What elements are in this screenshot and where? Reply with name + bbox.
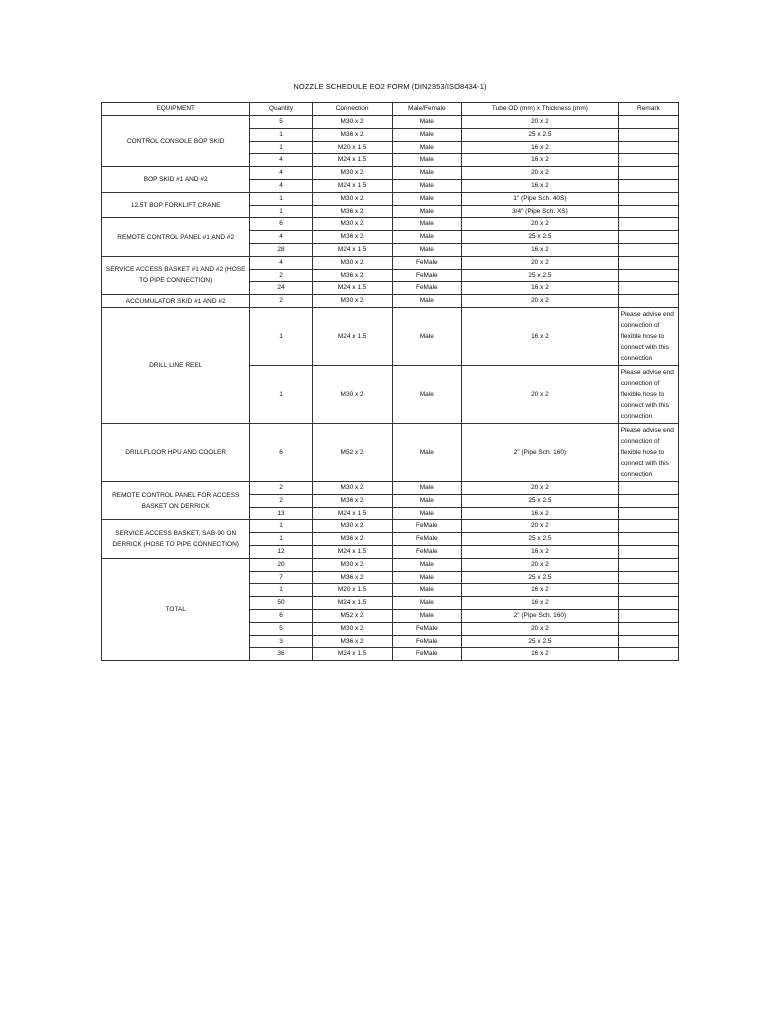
connection-cell: M24 x 1.5 — [312, 307, 392, 365]
remark-cell — [618, 507, 678, 520]
connection-cell: M24 x 1.5 — [312, 597, 392, 610]
male-female-cell: Male — [392, 507, 462, 520]
table-row — [102, 295, 679, 308]
tube-od-cell: 16 x 2 — [462, 282, 619, 295]
connection-cell: M24 x 1.5 — [312, 154, 392, 167]
quantity-cell: 4 — [250, 231, 312, 244]
table-row — [102, 256, 679, 269]
header-equipment: EQUIPMENT — [102, 103, 250, 116]
tube-od-cell: 25 x 2.5 — [462, 269, 619, 282]
quantity-cell: 1 — [250, 365, 312, 423]
connection-cell: M24 x 1.5 — [312, 545, 392, 558]
tube-od-cell: 25 x 2.5 — [462, 533, 619, 546]
tube-od-cell: 16 x 2 — [462, 597, 619, 610]
equipment-cell: REMOTE CONTROL PANEL #1 AND #2 — [102, 218, 250, 256]
male-female-cell: FeMale — [392, 635, 462, 648]
connection-cell: M30 x 2 — [312, 365, 392, 423]
male-female-cell: Male — [392, 481, 462, 494]
nozzle-schedule-table — [101, 102, 679, 661]
table-row — [102, 307, 679, 365]
connection-cell: M30 x 2 — [312, 520, 392, 533]
connection-cell: M36 x 2 — [312, 571, 392, 584]
quantity-cell: 2 — [250, 269, 312, 282]
male-female-cell: FeMale — [392, 282, 462, 295]
remark-cell — [618, 128, 678, 141]
male-female-cell: Male — [392, 597, 462, 610]
remark-cell — [618, 218, 678, 231]
header-connection: Connection — [312, 103, 392, 116]
quantity-cell: 20 — [250, 558, 312, 571]
equipment-cell: REMOTE CONTROL PANEL FOR ACCESS BASKET ON DERRICK — [102, 481, 250, 519]
remark-cell — [618, 648, 678, 661]
male-female-cell: Male — [392, 128, 462, 141]
quantity-cell: 13 — [250, 507, 312, 520]
remark-cell — [618, 154, 678, 167]
connection-cell: M30 x 2 — [312, 256, 392, 269]
equipment-cell: SERVICE ACCESS BASKET, SAB-90 ON DERRICK (HOSE TO PIPE CONNECTION) — [102, 520, 250, 558]
male-female-cell: Male — [392, 205, 462, 218]
equipment-cell: CONTROL CONSOLE BOP SKID — [102, 116, 250, 167]
connection-cell: M24 x 1.5 — [312, 648, 392, 661]
connection-cell: M20 x 1.5 — [312, 584, 392, 597]
male-female-cell: Male — [392, 154, 462, 167]
quantity-cell: 2 — [250, 481, 312, 494]
quantity-cell: 5 — [250, 622, 312, 635]
tube-od-cell: 20 x 2 — [462, 481, 619, 494]
connection-cell: M30 x 2 — [312, 192, 392, 205]
quantity-cell: 1 — [250, 584, 312, 597]
quantity-cell: 1 — [250, 141, 312, 154]
remark-cell — [618, 545, 678, 558]
male-female-cell: Male — [392, 192, 462, 205]
tube-od-cell: 2" (Pipe Sch. 160) — [462, 423, 619, 481]
remark-cell — [618, 558, 678, 571]
connection-cell: M36 x 2 — [312, 205, 392, 218]
tube-od-cell: 25 x 2.5 — [462, 128, 619, 141]
remark-cell — [618, 141, 678, 154]
quantity-cell: 4 — [250, 167, 312, 180]
remark-cell — [618, 481, 678, 494]
tube-od-cell: 20 x 2 — [462, 167, 619, 180]
quantity-cell: 1 — [250, 128, 312, 141]
tube-od-cell: 20 x 2 — [462, 218, 619, 231]
tube-od-cell: 20 x 2 — [462, 295, 619, 308]
connection-cell: M30 x 2 — [312, 167, 392, 180]
tube-od-cell: 16 x 2 — [462, 243, 619, 256]
tube-od-cell: 2" (Pipe Sch. 160) — [462, 609, 619, 622]
tube-od-cell: 25 x 2.5 — [462, 231, 619, 244]
remark-cell — [618, 571, 678, 584]
quantity-cell: 7 — [250, 571, 312, 584]
male-female-cell: Male — [392, 365, 462, 423]
connection-cell: M36 x 2 — [312, 533, 392, 546]
connection-cell: M20 x 1.5 — [312, 141, 392, 154]
remark-cell — [618, 243, 678, 256]
remark-cell — [618, 269, 678, 282]
quantity-cell: 3 — [250, 635, 312, 648]
connection-cell: M36 x 2 — [312, 128, 392, 141]
remark-cell — [618, 635, 678, 648]
remark-cell — [618, 533, 678, 546]
quantity-cell: 36 — [250, 648, 312, 661]
connection-cell: M30 x 2 — [312, 558, 392, 571]
remark-cell — [618, 494, 678, 507]
quantity-cell: 1 — [250, 533, 312, 546]
tube-od-cell: 1" (Pipe Sch. 40S) — [462, 192, 619, 205]
quantity-cell: 1 — [250, 192, 312, 205]
quantity-cell: 6 — [250, 218, 312, 231]
quantity-cell: 6 — [250, 609, 312, 622]
remark-cell — [618, 609, 678, 622]
table-row — [102, 558, 679, 571]
male-female-cell: Male — [392, 116, 462, 129]
tube-od-cell: 25 x 2.5 — [462, 571, 619, 584]
male-female-cell: Male — [392, 218, 462, 231]
quantity-cell: 2 — [250, 494, 312, 507]
table-row — [102, 116, 679, 129]
tube-od-cell: 16 x 2 — [462, 141, 619, 154]
male-female-cell: FeMale — [392, 533, 462, 546]
remark-cell — [618, 205, 678, 218]
quantity-cell: 6 — [250, 423, 312, 481]
connection-cell: M24 x 1.5 — [312, 282, 392, 295]
male-female-cell: FeMale — [392, 545, 462, 558]
tube-od-cell: 20 x 2 — [462, 558, 619, 571]
tube-od-cell: 20 x 2 — [462, 622, 619, 635]
connection-cell: M24 x 1.5 — [312, 179, 392, 192]
male-female-cell: Male — [392, 307, 462, 365]
header-tube-od: Tube OD (mm) x Thickness (mm) — [462, 103, 619, 116]
quantity-cell: 2 — [250, 295, 312, 308]
male-female-cell: Male — [392, 295, 462, 308]
connection-cell: M30 x 2 — [312, 218, 392, 231]
tube-od-cell: 16 x 2 — [462, 154, 619, 167]
remark-cell — [618, 622, 678, 635]
table-row — [102, 481, 679, 494]
male-female-cell: Male — [392, 179, 462, 192]
table-row — [102, 192, 679, 205]
quantity-cell: 1 — [250, 307, 312, 365]
male-female-cell: Male — [392, 558, 462, 571]
connection-cell: M30 x 2 — [312, 295, 392, 308]
quantity-cell: 1 — [250, 520, 312, 533]
connection-cell: M24 x 1.5 — [312, 507, 392, 520]
remark-cell — [618, 179, 678, 192]
male-female-cell: Male — [392, 584, 462, 597]
tube-od-cell: 16 x 2 — [462, 648, 619, 661]
remark-cell: Please advise end connection of flexible hose to connect with this connection — [618, 307, 678, 365]
quantity-cell: 4 — [250, 154, 312, 167]
tube-od-cell: 16 x 2 — [462, 307, 619, 365]
equipment-cell: DRILLFLOOR HPU AND COOLER — [102, 423, 250, 481]
male-female-cell: Male — [392, 167, 462, 180]
remark-cell — [618, 192, 678, 205]
tube-od-cell: 16 x 2 — [462, 179, 619, 192]
quantity-cell: 4 — [250, 179, 312, 192]
connection-cell: M36 x 2 — [312, 269, 392, 282]
quantity-cell: 5 — [250, 116, 312, 129]
tube-od-cell: 16 x 2 — [462, 507, 619, 520]
remark-cell — [618, 167, 678, 180]
equipment-cell: 12.5T BOP FORKLIFT CRANE — [102, 192, 250, 218]
connection-cell: M52 x 2 — [312, 423, 392, 481]
male-female-cell: FeMale — [392, 256, 462, 269]
male-female-cell: FeMale — [392, 622, 462, 635]
remark-cell — [618, 584, 678, 597]
remark-cell — [618, 597, 678, 610]
remark-cell — [618, 116, 678, 129]
table-row — [102, 520, 679, 533]
quantity-cell: 4 — [250, 256, 312, 269]
connection-cell: M36 x 2 — [312, 635, 392, 648]
equipment-cell: ACCUMULATOR SKID #1 AND #2 — [102, 295, 250, 308]
connection-cell: M24 x 1.5 — [312, 243, 392, 256]
tube-od-cell: 25 x 2.5 — [462, 494, 619, 507]
remark-cell — [618, 231, 678, 244]
remark-cell — [618, 295, 678, 308]
male-female-cell: Male — [392, 494, 462, 507]
table-row — [102, 423, 679, 481]
table-row — [102, 167, 679, 180]
male-female-cell: Male — [392, 243, 462, 256]
male-female-cell: Male — [392, 231, 462, 244]
quantity-cell: 12 — [250, 545, 312, 558]
tube-od-cell: 20 x 2 — [462, 256, 619, 269]
male-female-cell: FeMale — [392, 648, 462, 661]
tube-od-cell: 16 x 2 — [462, 584, 619, 597]
male-female-cell: Male — [392, 141, 462, 154]
document-title: NOZZLE SCHEDULE EO2 FORM (DIN2353/ISO8434-1) — [293, 82, 487, 91]
remark-cell — [618, 520, 678, 533]
remark-cell — [618, 282, 678, 295]
male-female-cell: FeMale — [392, 520, 462, 533]
remark-cell — [618, 256, 678, 269]
connection-cell: M52 x 2 — [312, 609, 392, 622]
tube-od-cell: 20 x 2 — [462, 520, 619, 533]
table-row — [102, 218, 679, 231]
table-body — [102, 116, 679, 661]
header-quantity: Quantity — [250, 103, 312, 116]
equipment-cell: TOTAL — [102, 558, 250, 660]
header-male-female: Male/Female — [392, 103, 462, 116]
connection-cell: M30 x 2 — [312, 622, 392, 635]
quantity-cell: 24 — [250, 282, 312, 295]
equipment-cell: BOP SKID #1 AND #2 — [102, 167, 250, 193]
male-female-cell: FeMale — [392, 269, 462, 282]
remark-cell: Please advise end connection of flexible hose to connect with this connection — [618, 423, 678, 481]
tube-od-cell: 25 x 2.5 — [462, 635, 619, 648]
quantity-cell: 1 — [250, 205, 312, 218]
header-remark: Remark — [618, 103, 678, 116]
remark-cell: Please advise end connection of flexible hose to connect with this connection — [618, 365, 678, 423]
male-female-cell: Male — [392, 571, 462, 584]
tube-od-cell: 3/4" (Pipe Sch. XS) — [462, 205, 619, 218]
connection-cell: M30 x 2 — [312, 116, 392, 129]
tube-od-cell: 16 x 2 — [462, 545, 619, 558]
tube-od-cell: 20 x 2 — [462, 116, 619, 129]
table-header-row — [102, 103, 679, 116]
connection-cell: M30 x 2 — [312, 481, 392, 494]
connection-cell: M36 x 2 — [312, 231, 392, 244]
equipment-cell: DRILL LINE REEL — [102, 307, 250, 423]
male-female-cell: Male — [392, 609, 462, 622]
connection-cell: M36 x 2 — [312, 494, 392, 507]
male-female-cell: Male — [392, 423, 462, 481]
quantity-cell: 28 — [250, 243, 312, 256]
quantity-cell: 50 — [250, 597, 312, 610]
tube-od-cell: 20 x 2 — [462, 365, 619, 423]
equipment-cell: SERVICE ACCESS BASKET #1 AND #2 (HOSE TO PIPE CONNECTION) — [102, 256, 250, 294]
